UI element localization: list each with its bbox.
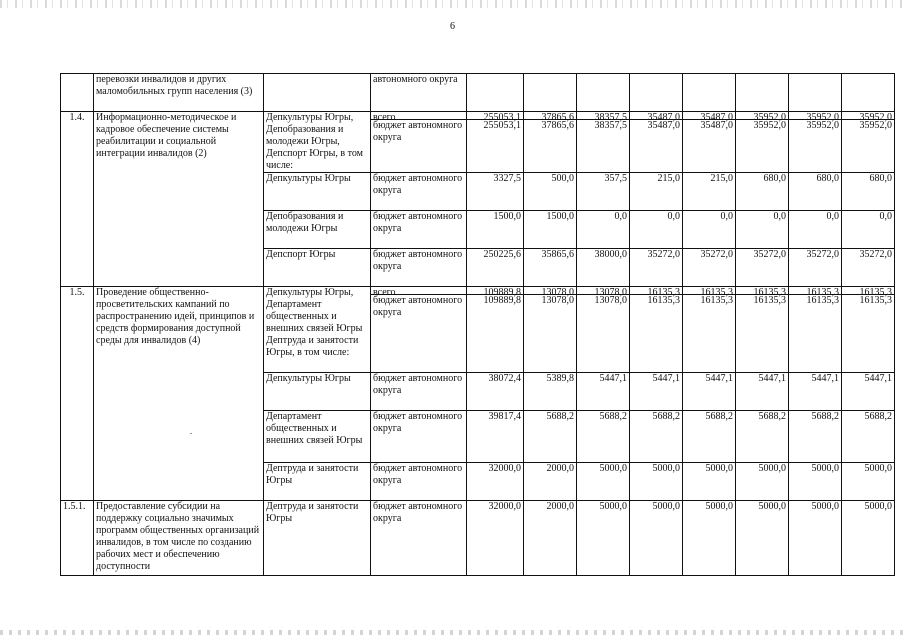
- source-budget: бюджет автономного округа: [373, 120, 463, 143]
- value-cell: 5000,0: [683, 501, 736, 576]
- source-budget: бюджет автономного округа: [373, 295, 463, 318]
- value-cell: 5688,2: [736, 411, 789, 463]
- value-cell: 35865,6: [524, 249, 577, 287]
- value-cell: 5447,1: [789, 373, 842, 411]
- executor-cell: Дептруда и занятости Югры: [264, 463, 371, 501]
- table-row: [61, 112, 895, 173]
- value-cell: 16135,3 16135,3: [789, 287, 842, 373]
- value-cell: 0,0: [842, 211, 895, 249]
- value-cell: 37865,6 37865,6: [524, 112, 577, 173]
- value-cell: 255053,1 255053,1: [467, 112, 524, 173]
- value-cell: 0,0: [683, 211, 736, 249]
- activity-name: Информационно-методическое и кадровое обеспечение системы реабилитации и социальной интеграции инвалидов (2): [94, 112, 264, 287]
- value-cell: 5000,0: [789, 463, 842, 501]
- value-cell: [630, 74, 683, 112]
- scan-noise-top: [0, 0, 905, 8]
- value-cell: 5447,1: [577, 373, 630, 411]
- value-cell: 5447,1: [630, 373, 683, 411]
- value-cell: 500,0: [524, 173, 577, 211]
- value-cell: [524, 74, 577, 112]
- value-cell: 5688,2: [524, 411, 577, 463]
- value-cell: 5688,2: [789, 411, 842, 463]
- value-cell: 16135,3 16135,3: [736, 287, 789, 373]
- value-cell: 16135,3 16135,3: [683, 287, 736, 373]
- value-cell: 5000,0: [577, 463, 630, 501]
- value-cell: 680,0: [842, 173, 895, 211]
- value-cell: 0,0: [577, 211, 630, 249]
- value-cell: 109889,8 109889,8: [467, 287, 524, 373]
- value-cell: 5389,8: [524, 373, 577, 411]
- funding-source: бюджет автономного округа: [371, 501, 467, 576]
- funding-source: бюджет автономного округа: [371, 249, 467, 287]
- item-code: 1.4.: [61, 112, 94, 287]
- value-cell: 39817,4: [467, 411, 524, 463]
- value-cell: 32000,0: [467, 501, 524, 576]
- value-cell: 2000,0: [524, 463, 577, 501]
- activity-name: Проведение общественно-просветительских кампаний по распространению идей, принципов и средств формирования доступной среды для инвалидов (4): [94, 287, 264, 501]
- value-cell: 1500,0: [467, 211, 524, 249]
- value-cell: [789, 74, 842, 112]
- value-cell: 35952,0 35952,0: [736, 112, 789, 173]
- value-cell: 35952,0 35952,0: [842, 112, 895, 173]
- value-cell: 5000,0: [842, 501, 895, 576]
- value-cell: 35272,0: [789, 249, 842, 287]
- value-cell: 3327,5: [467, 173, 524, 211]
- value-cell: [683, 74, 736, 112]
- value-cell: 0,0: [630, 211, 683, 249]
- value-cell: 215,0: [683, 173, 736, 211]
- value-cell: 32000,0: [467, 463, 524, 501]
- value-cell: 35487,0 35487,0: [630, 112, 683, 173]
- value-cell: 250225,6: [467, 249, 524, 287]
- value-cell: 35272,0: [683, 249, 736, 287]
- value-cell: 5447,1: [842, 373, 895, 411]
- value-cell: [577, 74, 630, 112]
- value-cell: 16135,3 16135,3: [630, 287, 683, 373]
- value-cell: 5000,0: [683, 463, 736, 501]
- value-cell: 5000,0: [736, 501, 789, 576]
- item-code: 1.5.: [61, 287, 94, 501]
- table-row: [61, 287, 895, 373]
- value-cell: 13078,0 13078,0: [524, 287, 577, 373]
- value-cell: 16135,3 16135,3: [842, 287, 895, 373]
- value-cell: 5000,0: [842, 463, 895, 501]
- activity-name: Предоставление субсидии на поддержку социально значимых программ общественных организаций инвалидов, в том числе по созданию рабочих мест и обеспечению доступности: [94, 501, 264, 576]
- funding-source: бюджет автономного округа: [371, 173, 467, 211]
- value-cell: 38357,5 38357,5: [577, 112, 630, 173]
- value-cell: 357,5: [577, 173, 630, 211]
- value-cell: 680,0: [736, 173, 789, 211]
- funding-source: бюджет автономного округа: [371, 463, 467, 501]
- executor-cell: [264, 74, 371, 112]
- value-cell: 35952,0 35952,0: [789, 112, 842, 173]
- value-cell: [467, 74, 524, 112]
- executor-cell: Департамент общественных и внешних связей Югры: [264, 411, 371, 463]
- executor-cell: Депкультуры Югры, Депобразования и молодежи Югры, Депспорт Югры, в том числе:: [264, 112, 371, 173]
- executor-cell: Дептруда и занятости Югры: [264, 501, 371, 576]
- value-cell: 5000,0: [630, 501, 683, 576]
- value-cell: 5000,0: [789, 501, 842, 576]
- value-cell: 5688,2: [577, 411, 630, 463]
- funding-source: бюджет автономного округа: [371, 211, 467, 249]
- executor-cell: Депкультуры Югры, Департамент общественных и внешних связей Югры Дептруда и занятости Югры, в том числе:: [264, 287, 371, 373]
- value-cell: 35272,0: [842, 249, 895, 287]
- executor-cell: Депспорт Югры: [264, 249, 371, 287]
- value-cell: 5000,0: [577, 501, 630, 576]
- value-cell: 5447,1: [683, 373, 736, 411]
- item-code: [61, 74, 94, 112]
- value-cell: 680,0: [789, 173, 842, 211]
- value-cell: 0,0: [736, 211, 789, 249]
- source-total: всего: [371, 112, 467, 120]
- funding-source: [371, 287, 467, 373]
- scan-noise-bottom: [0, 630, 905, 635]
- value-cell: 5688,2: [683, 411, 736, 463]
- table-row: [61, 501, 895, 576]
- funding-source: автономного округа: [371, 74, 467, 112]
- value-cell: 5447,1: [736, 373, 789, 411]
- value-cell: 215,0: [630, 173, 683, 211]
- funding-source: бюджет автономного округа: [371, 373, 467, 411]
- executor-cell: Депобразования и молодежи Югры: [264, 211, 371, 249]
- value-cell: [736, 74, 789, 112]
- value-cell: 5000,0: [630, 463, 683, 501]
- value-cell: 1500,0: [524, 211, 577, 249]
- value-cell: 38072,4: [467, 373, 524, 411]
- program-funding-table: [60, 73, 895, 576]
- item-code: 1.5.1.: [61, 501, 94, 576]
- value-cell: 0,0: [789, 211, 842, 249]
- page-number: 6: [450, 21, 455, 32]
- scan-speck: [190, 433, 192, 434]
- value-cell: 13078,0 13078,0: [577, 287, 630, 373]
- executor-cell: Депкультуры Югры: [264, 373, 371, 411]
- value-cell: 5688,2: [630, 411, 683, 463]
- value-cell: 2000,0: [524, 501, 577, 576]
- source-total: всего: [371, 287, 467, 295]
- funding-source: [371, 112, 467, 173]
- funding-source: бюджет автономного округа: [371, 411, 467, 463]
- value-cell: 5000,0: [736, 463, 789, 501]
- value-cell: 35272,0: [736, 249, 789, 287]
- value-cell: [842, 74, 895, 112]
- activity-name: перевозки инвалидов и других маломобильных групп населения (3): [94, 74, 264, 112]
- value-cell: 38000,0: [577, 249, 630, 287]
- table-row: [61, 74, 895, 112]
- value-cell: 35487,0 35487,0: [683, 112, 736, 173]
- value-cell: 35272,0: [630, 249, 683, 287]
- executor-cell: Депкультуры Югры: [264, 173, 371, 211]
- value-cell: 5688,2: [842, 411, 895, 463]
